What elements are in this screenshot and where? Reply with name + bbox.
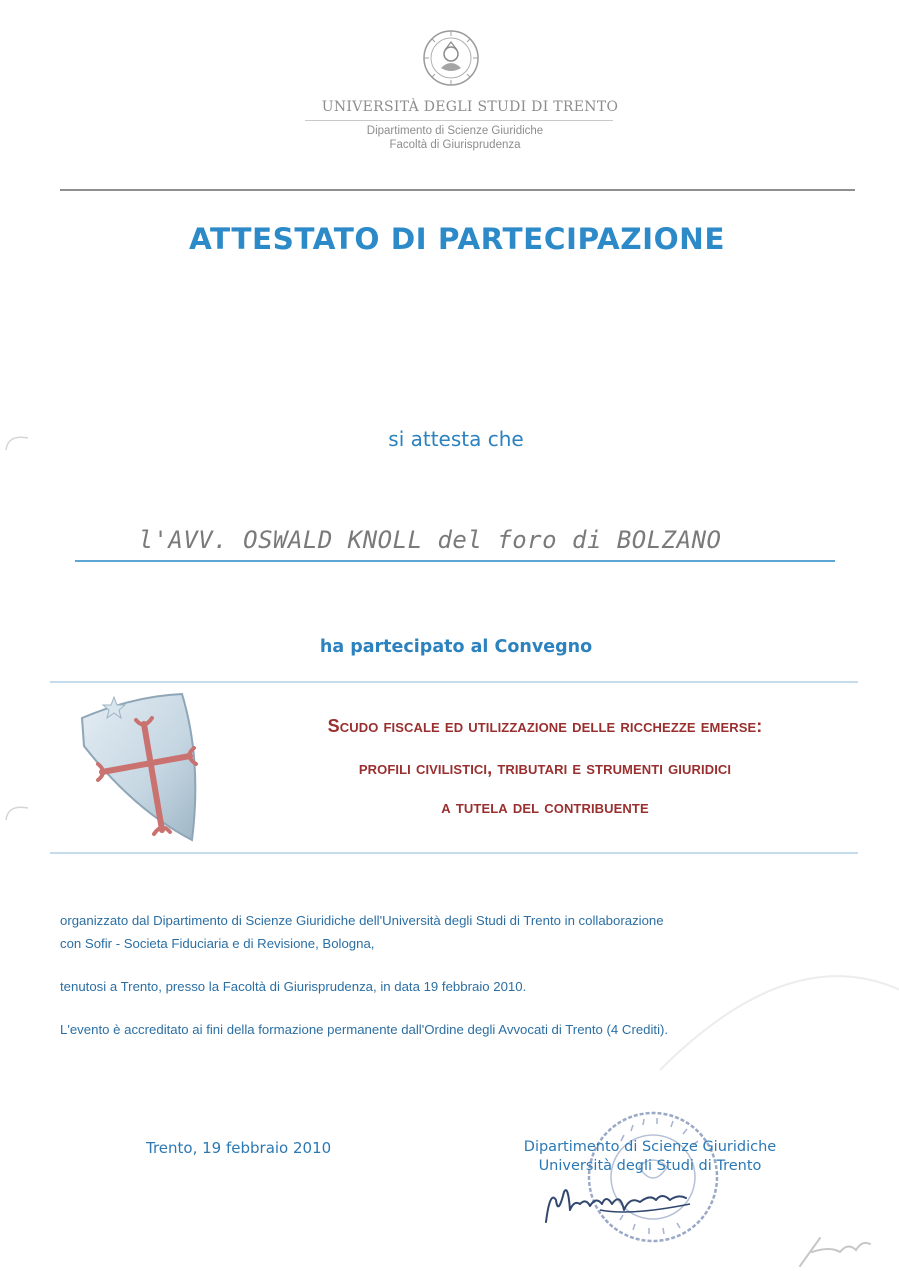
department-name: Dipartimento di Scienze Giuridiche (366, 125, 544, 137)
signatory-university: Università degli Studi di Trento (538, 1158, 762, 1174)
faculty-name: Facoltà di Giurisprudenza (389, 139, 521, 151)
participation-text: ha partecipato al Convegno (319, 637, 593, 657)
certificate-title: ATTESTATO DI PARTECIPAZIONE (188, 222, 725, 256)
university-seal-icon (421, 28, 481, 88)
scan-artifact (640, 950, 899, 1090)
header-divider (305, 120, 613, 121)
organization-text (60, 909, 860, 955)
attest-text: si attesta che (388, 427, 524, 451)
place-and-date: Trento, 19 febbraio 2010 (146, 1139, 332, 1157)
participant-name: l'AVV. OSWALD KNOLL del foro di BOLZANO (138, 526, 722, 554)
conference-title-line-2: profili civilistici, tributari e strumenti giuridici (358, 758, 732, 778)
conference-title-line-3: a tutela del contribuente (441, 797, 649, 817)
initials-mark (790, 1222, 875, 1270)
university-name: UNIVERSITÀ DEGLI STUDI DI TRENTO (321, 99, 619, 115)
department-block (0, 124, 899, 152)
organization-line-1: organizzato dal Dipartimento di Scienze Giuridiche dell'Università degli Studi di Trento in collaborazione (60, 913, 664, 928)
organization-line-2: con Sofir - Societa Fiduciaria e di Revisione, Bologna, (60, 936, 375, 951)
participant-underline (75, 560, 835, 562)
conference-band-top (50, 681, 858, 683)
signatory-department: Dipartimento di Scienze Giuridiche (523, 1139, 777, 1155)
conference-title-line-1: Scudo fiscale ed utilizzazione delle ricchezze emerse: (327, 716, 763, 736)
conference-band-bottom (50, 852, 858, 854)
shield-cross-icon (74, 690, 209, 850)
accreditation-text: L'evento è accreditato ai fini della formazione permanente dall'Ordine degli Avvocati di Trento (4 Crediti). (60, 1022, 669, 1037)
signature-icon (540, 1170, 720, 1230)
punch-hole-mark (2, 798, 32, 828)
event-held-text: tenutosi a Trento, presso la Facoltà di Giurisprudenza, in data 19 febbraio 2010. (60, 979, 527, 994)
top-divider (60, 189, 855, 191)
